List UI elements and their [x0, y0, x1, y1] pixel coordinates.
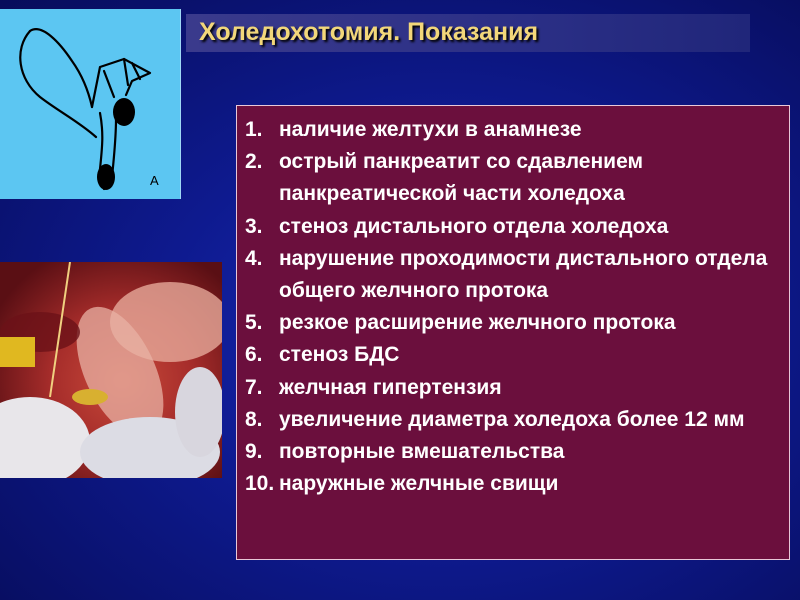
- slide-title: Холедохотомия. Показания: [199, 18, 539, 46]
- diagram-label: А: [150, 173, 159, 188]
- list-item: 9. повторные вмешательства: [245, 440, 565, 464]
- list-item: 5. резкое расширение желчного протока: [245, 311, 676, 335]
- list-item: 3. стеноз дистального отдела холедоха: [245, 214, 669, 238]
- list-item: 1. наличие желтухи в анамнезе: [245, 118, 582, 141]
- list-item: 10. наружные желчные свищи: [245, 472, 559, 496]
- list-item: 4. нарушение проходимости дистального отдела общего желчного протока: [245, 246, 768, 303]
- list-item: 6. стеноз БДС: [245, 343, 400, 367]
- list-item: 8. увеличение диаметра холедоха более 12 мм: [245, 407, 745, 431]
- bile-duct-diagram: [0, 9, 181, 199]
- list-item: 7. желчная гипертензия: [245, 375, 502, 399]
- indications-list: [245, 114, 785, 500]
- list-item: 2. острый панкреатит со сдавлением панкреатической части холедоха: [245, 150, 644, 206]
- surgery-photo: [0, 262, 222, 478]
- indications-panel: [236, 105, 790, 560]
